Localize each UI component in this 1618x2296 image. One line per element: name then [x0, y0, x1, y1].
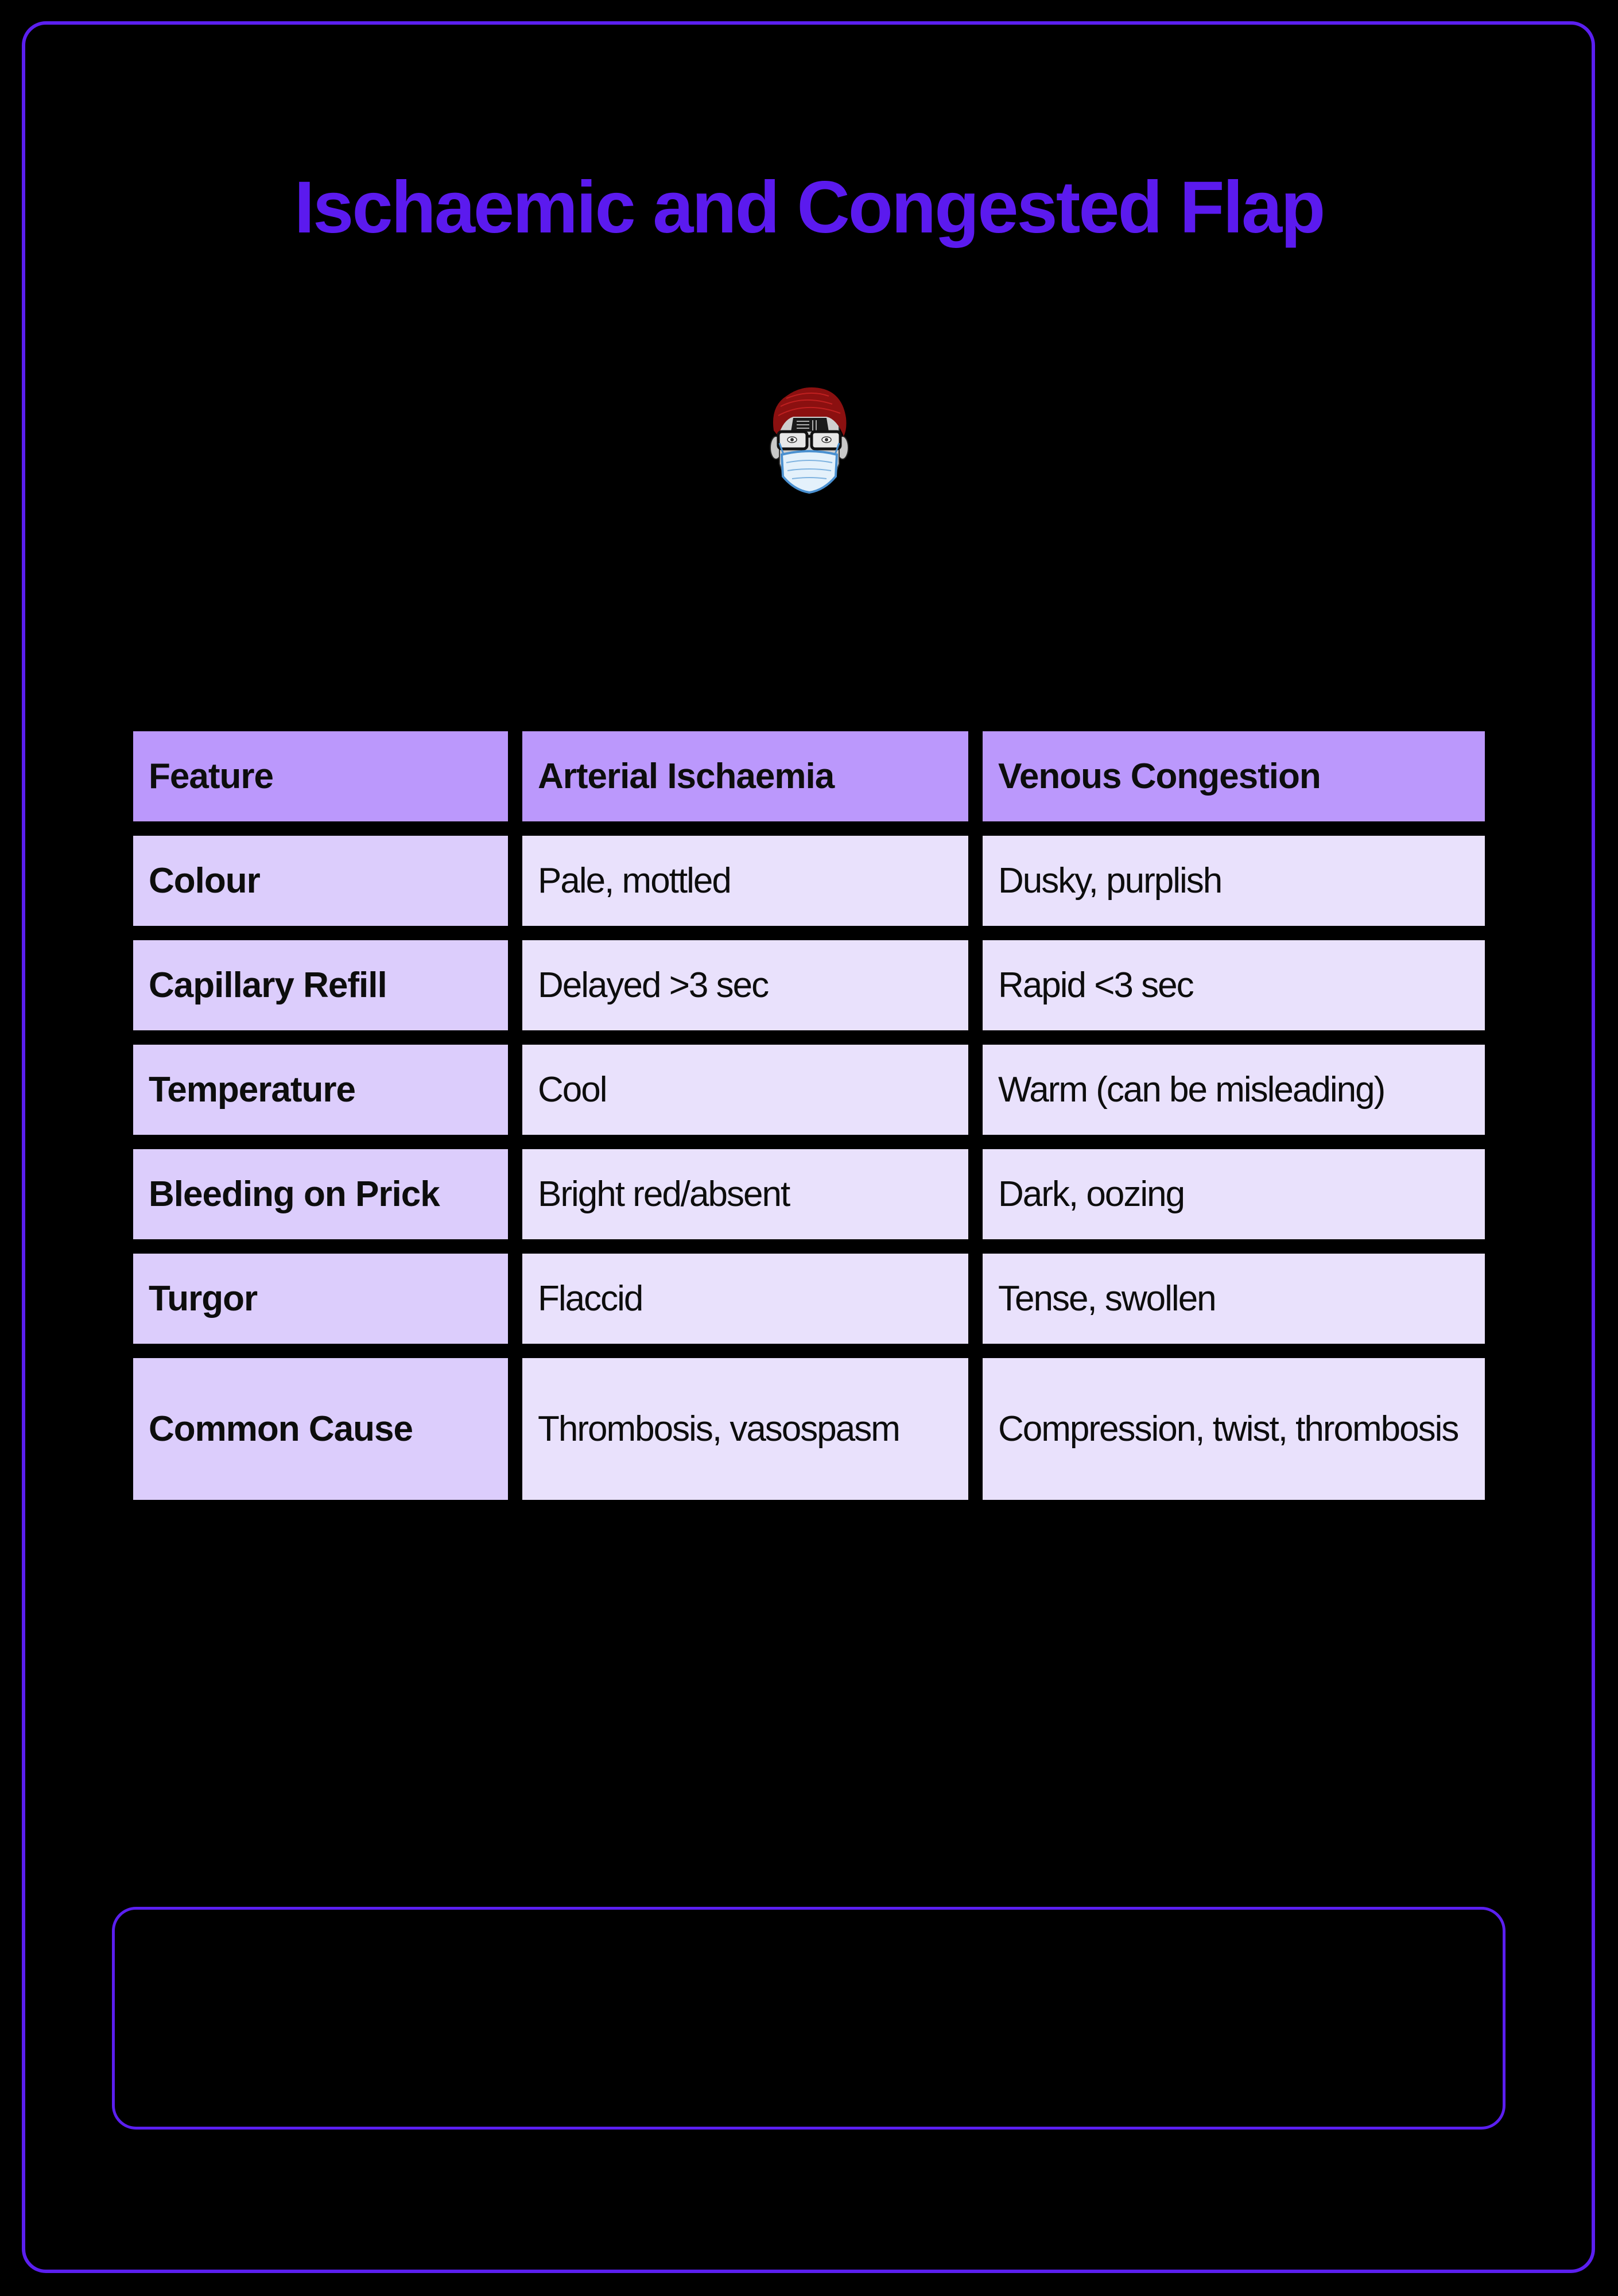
feature-cell: Temperature — [133, 1045, 508, 1135]
arterial-cell: Pale, mottled — [522, 836, 968, 926]
feature-cell: Colour — [133, 836, 508, 926]
venous-cell: Dark, oozing — [983, 1149, 1485, 1239]
arterial-cell: Delayed >3 sec — [522, 940, 968, 1030]
arterial-cell: Bright red/absent — [522, 1149, 968, 1239]
header-venous-congestion: Venous Congestion — [983, 731, 1485, 821]
page-title: Ischaemic and Congested Flap — [294, 166, 1324, 249]
header-arterial-ischaemia: Arterial Ischaemia — [522, 731, 968, 821]
arterial-cell: Thrombosis, vasospasm — [522, 1358, 968, 1500]
table-row — [133, 1045, 1485, 1135]
feature-cell: Bleeding on Prick — [133, 1149, 508, 1239]
table-row — [133, 1254, 1485, 1344]
venous-cell: Dusky, purplish — [983, 836, 1485, 926]
empty-note-box — [112, 1907, 1506, 2130]
arterial-cell: Cool — [522, 1045, 968, 1135]
table-row — [133, 836, 1485, 926]
comparison-table — [133, 731, 1485, 1514]
venous-cell: Warm (can be misleading) — [983, 1045, 1485, 1135]
table-row — [133, 940, 1485, 1030]
venous-cell: Rapid <3 sec — [983, 940, 1485, 1030]
feature-cell: Turgor — [133, 1254, 508, 1344]
venous-cell: Compression, twist, thrombosis — [983, 1358, 1485, 1500]
feature-cell: Capillary Refill — [133, 940, 508, 1030]
table-row — [133, 1358, 1485, 1500]
arterial-cell: Flaccid — [522, 1254, 968, 1344]
table-row — [133, 1149, 1485, 1239]
header-feature: Feature — [133, 731, 508, 821]
table-header-row — [133, 731, 1485, 821]
masked-doctor-avatar-icon — [769, 383, 849, 495]
venous-cell: Tense, swollen — [983, 1254, 1485, 1344]
feature-cell: Common Cause — [133, 1358, 508, 1500]
